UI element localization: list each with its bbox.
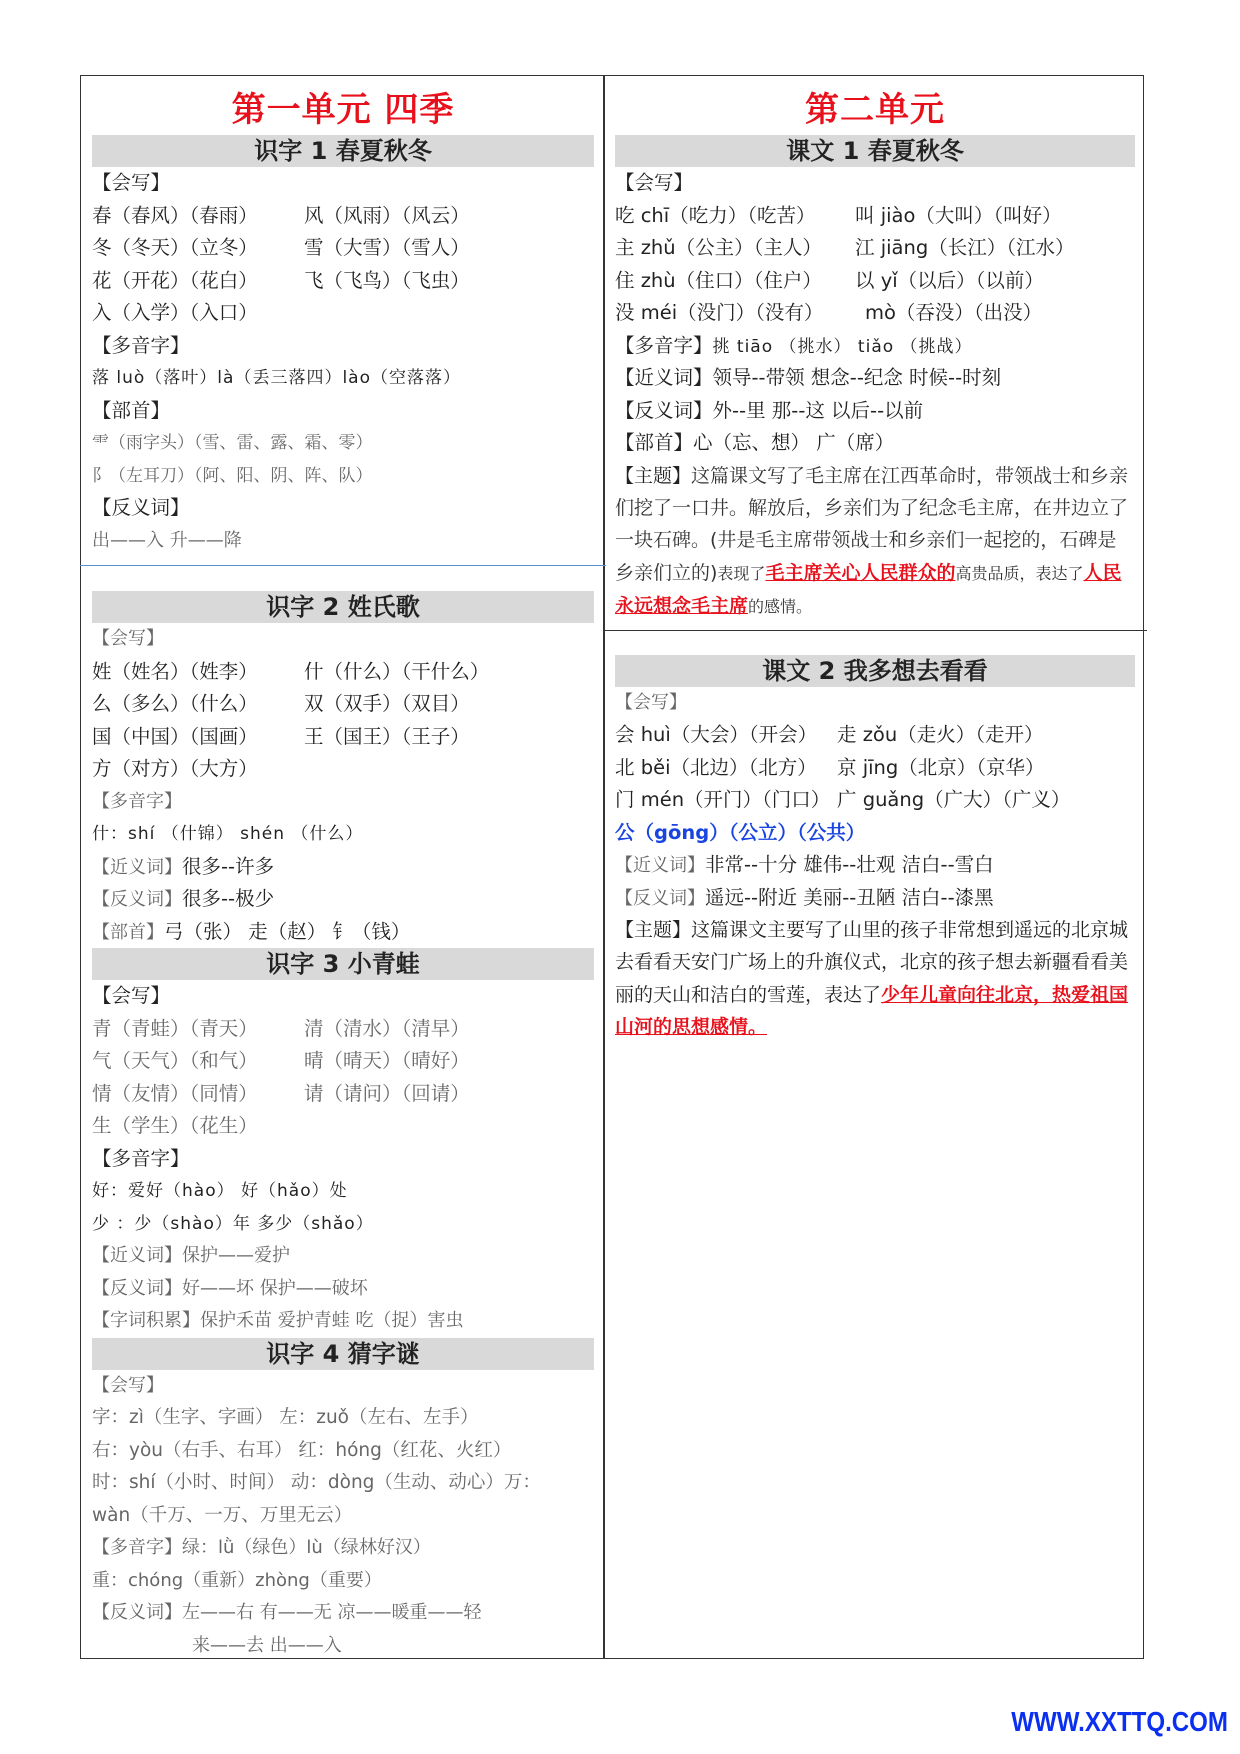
label-jinyici: 【近义词】 xyxy=(92,1245,182,1266)
vocab-row: 右：yòu（右手、右耳） 红：hóng（红花、火红） xyxy=(92,1439,512,1461)
label-fanyici: 【反义词】 xyxy=(92,496,190,519)
label-huixie: 【会写】 xyxy=(92,984,171,1007)
vocab-item: 青（青蛙）（青天） xyxy=(92,1016,258,1040)
vocab-item: 王（国王）（王子） xyxy=(304,724,470,748)
vocab-item: 请（请问）（回请） xyxy=(304,1081,470,1105)
label-zicijilei: 【字词积累】 xyxy=(92,1310,200,1331)
label-bushou: 【部首】 xyxy=(92,921,164,943)
bushou-text: 心（忘、想） 广（席） xyxy=(693,431,895,454)
vocab-item: 以 yǐ（以后）（以前） xyxy=(855,268,1044,292)
vocab-row xyxy=(615,784,1135,817)
vocab-row xyxy=(615,752,1135,785)
fanyici-row xyxy=(615,395,1135,428)
vocab-row xyxy=(92,1045,594,1078)
jinyici-row xyxy=(92,851,594,884)
section-title: 识字 2 姓氏歌 xyxy=(92,591,594,623)
theme-paragraph xyxy=(615,460,1135,624)
duoyinzi-text: 少 ：少（shào）年 多少（shǎo） xyxy=(92,1213,374,1234)
vocab-item: 走 zǒu（走火）（走开） xyxy=(837,723,1044,747)
section-title: 识字 4 猜字谜 xyxy=(92,1338,594,1370)
theme-highlight: 少年儿童向往北京，热爱祖国山河的思想感情。 xyxy=(615,983,1129,1039)
vocab-row xyxy=(92,265,594,298)
section-title: 课文 2 我多想去看看 xyxy=(615,655,1135,687)
jinyici-text: 领导--带领 想念--纪念 时候--时刻 xyxy=(712,366,1002,389)
vocab-item: 主 zhǔ（公主）（主人） xyxy=(615,236,822,259)
vocab-item: 入（入学）（入口） xyxy=(92,301,258,324)
bushou-text: 弓（张） 走（赵） 钅（钱） xyxy=(164,919,411,943)
label-jinyici: 【近义词】 xyxy=(615,366,713,389)
bushou-row xyxy=(615,427,1135,460)
bushou-row xyxy=(92,916,594,949)
vocab-item: 雪（大雪）（雪人） xyxy=(304,236,470,259)
theme-text: 这篇课文主要写了山里的孩子非常想到遥远的北京城去看看天安门广场上的升旗仪式，北京的孩子想去新疆看看美丽的天山和洁白的雪莲，表达了 xyxy=(615,919,1129,1006)
duoyinzi-row xyxy=(92,1532,594,1565)
vocab-item: 方（对方）（大方） xyxy=(92,757,258,780)
vocab-row xyxy=(92,753,594,786)
vocab-item: 春（春风）（春雨） xyxy=(92,203,258,227)
vocab-row xyxy=(92,1013,594,1046)
duoyinzi-text: 什：shí （什锦） shén （什么） xyxy=(92,824,364,844)
jinyici-row xyxy=(615,849,1135,882)
right-column xyxy=(615,75,1135,1044)
vocab-item: 清（清水）（清早） xyxy=(304,1016,470,1040)
jinyici-text: 非常--十分 雄伟--壮观 洁白--雪白 xyxy=(705,853,994,877)
vocab-row xyxy=(615,265,1135,298)
zicijilei-row xyxy=(92,1305,594,1338)
duoyinzi-text: 重：chóng（重新）zhòng（重要） xyxy=(92,1569,382,1591)
fanyici-text: 外--里 那--这 以后--以前 xyxy=(712,398,924,422)
vocab-item: 叫 jiào（大叫）（叫好） xyxy=(855,203,1062,227)
vocab-row xyxy=(615,200,1135,233)
theme-highlight: 人民永远想念毛主席 xyxy=(615,561,1122,618)
vocab-row xyxy=(92,297,594,330)
vocab-item: 京 jīng（北京）（京华） xyxy=(837,755,1045,779)
label-fanyici: 【反义词】 xyxy=(92,1602,182,1623)
jinyici-text: 很多--许多 xyxy=(182,854,275,878)
vocab-row xyxy=(92,721,594,754)
label-duoyinzi: 【多音字】 xyxy=(92,1537,182,1558)
theme-text: 高贵品质，表达了 xyxy=(955,563,1084,583)
vocab-item: 飞（飞鸟）（飞虫） xyxy=(304,268,470,292)
theme-text: 这篇课文写了毛主席在江西革命时，带领战士和乡亲们挖了一口井。解放后，乡亲们为了纪念毛主席，在井边立了一块石碑。(井是毛主席带领战士和乡亲们一起挖的，石碑是乡亲们立的) xyxy=(615,464,1129,584)
label-duoyinzi: 【多音字】 xyxy=(615,333,713,357)
label-huixie: 【会写】 xyxy=(92,171,171,194)
label-duoyinzi: 【多音字】 xyxy=(92,333,190,357)
vocab-item: 没 méi（没门）（没有） xyxy=(615,301,824,324)
vocab-item: 什（什么）（干什么） xyxy=(304,659,490,683)
fanyici-text: 好——坏 保护——破坏 xyxy=(182,1277,368,1299)
label-duoyinzi: 【多音字】 xyxy=(92,790,182,812)
duoyinzi-text: 绿：lǜ（绿色）lù（绿林好汉） xyxy=(182,1537,431,1558)
vocab-item: 冬（冬天）（立冬） xyxy=(92,236,258,259)
zicijilei-text: 保护禾苗 爱护青蛙 吃（捉）害虫 xyxy=(200,1310,464,1331)
vocab-item: 江 jiāng（长江）（江水） xyxy=(855,236,1075,259)
vocab-item: 花（开花）（花白） xyxy=(92,268,258,292)
vocab-item: 晴（晴天）（晴好） xyxy=(304,1049,470,1072)
vocab-row xyxy=(92,656,594,689)
label-huixie: 【会写】 xyxy=(92,628,164,649)
label-fanyici: 【反义词】 xyxy=(92,1277,182,1299)
column-divider xyxy=(603,75,605,1659)
fanyici-text: 很多--极少 xyxy=(182,887,275,910)
theme-text: 表现了 xyxy=(717,563,766,583)
theme-paragraph xyxy=(615,914,1135,1044)
section-title: 课文 1 春夏秋冬 xyxy=(615,135,1135,167)
vocab-row xyxy=(92,688,594,721)
section-separator xyxy=(603,630,1147,631)
section-separator xyxy=(80,565,606,566)
label-jinyici: 【近义词】 xyxy=(92,856,182,878)
vocab-row: 时：shí（小时、时间） 动：dòng（生动、动心）万： xyxy=(92,1472,541,1493)
label-bushou: 【部首】 xyxy=(92,398,171,422)
fanyici-text: 出——入 升——降 xyxy=(92,529,242,551)
vocab-row-highlight: 公（gōng）（公立）（公共） xyxy=(615,820,866,844)
vocab-item: mò（吞没）（出没） xyxy=(865,301,1043,324)
vocab-item: 生（学生）（花生） xyxy=(92,1114,258,1137)
vocab-row xyxy=(615,232,1135,265)
vocab-row xyxy=(615,297,1135,330)
duoyinzi-row xyxy=(615,330,1135,363)
label-huixie: 【会写】 xyxy=(615,171,694,194)
duoyinzi-text: 好：爱好（hào） 好（hǎo）处 xyxy=(92,1181,348,1201)
vocab-item: 会 huì（大会）（开会） xyxy=(615,723,818,747)
label-fanyici: 【反义词】 xyxy=(615,887,705,909)
unit-title-right: 第二单元 xyxy=(805,90,945,130)
fanyici-text: 来——去 出——入 xyxy=(192,1634,342,1656)
vocab-item: 吃 chī（吃力）（吃苦） xyxy=(615,203,816,227)
section-title: 识字 3 小青蛙 xyxy=(92,948,594,980)
vocab-row xyxy=(92,200,594,233)
duoyinzi-text: 落 luò（落叶）là（丢三落四）lào（空落落） xyxy=(92,368,461,388)
vocab-item: 北 běi（北边）（北方） xyxy=(615,755,817,779)
fanyici-row xyxy=(92,1597,594,1630)
bushou-text: 阝（左耳刀）（阿、阳、阴、阵、队） xyxy=(92,465,373,486)
label-fanyici: 【反义词】 xyxy=(615,398,713,422)
vocab-item: 门 mén（开门）（门口） xyxy=(615,788,831,812)
vocab-item: 国（中国）（国画） xyxy=(92,724,258,748)
unit-title-left: 第一单元 四季 xyxy=(231,90,455,130)
label-bushou: 【部首】 xyxy=(615,431,694,454)
label-huixie: 【会写】 xyxy=(92,1374,164,1396)
vocab-item: 么（多么）（什么） xyxy=(92,692,258,715)
vocab-row xyxy=(615,719,1135,752)
vocab-item: 住 zhù（住口）（住户） xyxy=(615,268,822,292)
duoyinzi-text: 挑 tiāo （挑水） tiǎo （挑战） xyxy=(712,336,973,357)
vocab-row xyxy=(92,232,594,265)
vocab-item: 风（风雨）（风云） xyxy=(304,203,470,227)
label-zhuti: 【主题】 xyxy=(615,464,692,487)
fanyici-row xyxy=(615,882,1135,915)
fanyici-row xyxy=(92,883,594,916)
vocab-item: 广 guǎng（广大）（广义） xyxy=(837,788,1071,812)
left-column xyxy=(92,75,594,1662)
vocab-row: 字：zì（生字、字画） 左：zuǒ（左右、左手） xyxy=(92,1407,479,1428)
label-jinyici: 【近义词】 xyxy=(615,855,705,877)
jinyici-row xyxy=(92,1240,594,1273)
fanyici-row xyxy=(92,1273,594,1306)
label-huixie: 【会写】 xyxy=(615,691,687,713)
jinyici-text: 保护——爱护 xyxy=(182,1245,290,1266)
vocab-row xyxy=(92,1110,594,1143)
section-title: 识字 1 春夏秋冬 xyxy=(92,135,594,167)
vocab-row: wàn（千万、一万、万里无云） xyxy=(92,1504,353,1526)
vocab-row xyxy=(92,1078,594,1111)
theme-highlight: 毛主席关心人民群众的 xyxy=(765,561,956,584)
label-fanyici: 【反义词】 xyxy=(92,889,182,910)
label-zhuti: 【主题】 xyxy=(615,919,692,942)
theme-text: 的感情。 xyxy=(748,597,813,617)
watermark: WWW.XXTTQ.COM xyxy=(1011,1706,1228,1737)
jinyici-row xyxy=(615,362,1135,395)
vocab-item: 姓（姓名）（姓李） xyxy=(92,659,258,683)
fanyici-text: 左——右 有——无 凉——暖重——轻 xyxy=(182,1602,482,1623)
fanyici-text: 遥远--附近 美丽--丑陋 洁白--漆黑 xyxy=(705,885,994,909)
vocab-item: 双（双手）（双目） xyxy=(304,692,470,715)
vocab-item: 情（友情）（同情） xyxy=(92,1081,258,1105)
label-duoyinzi: 【多音字】 xyxy=(92,1146,190,1170)
vocab-item: 气（天气）（和气） xyxy=(92,1049,258,1072)
bushou-text: ⻗（雨字头）（雪、雷、露、霜、零） xyxy=(92,433,373,453)
